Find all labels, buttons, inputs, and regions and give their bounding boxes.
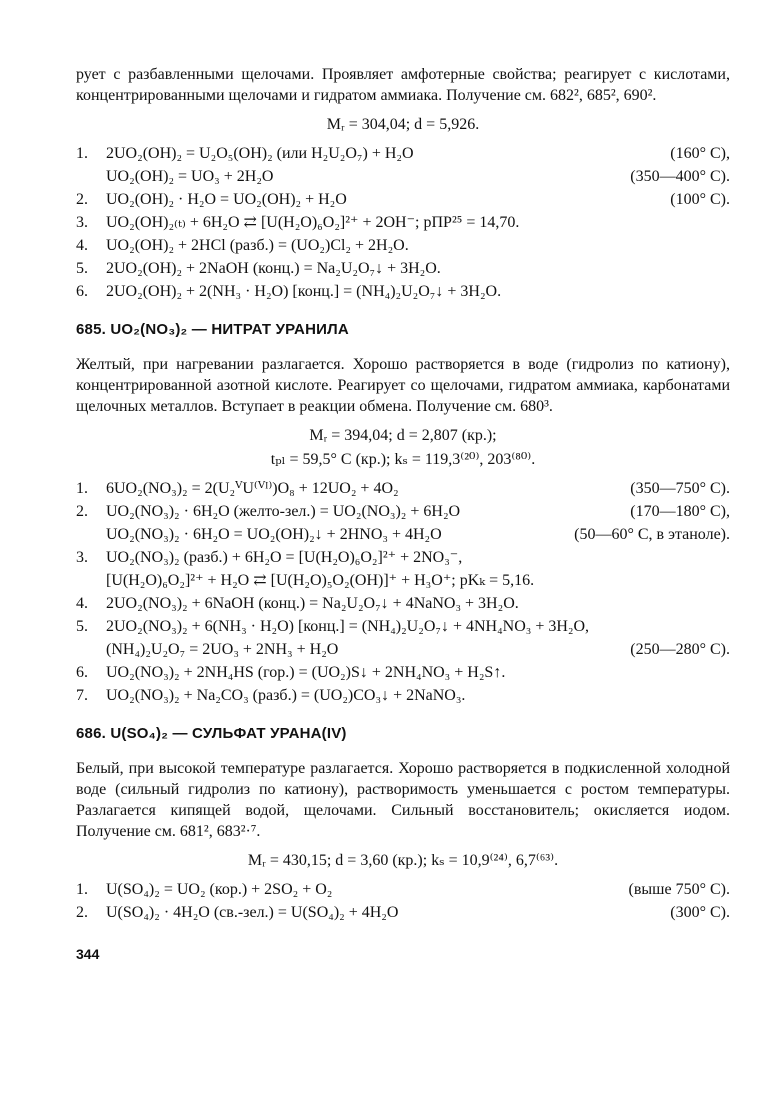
section-685-constants-1: Mᵣ = 394,04; d = 2,807 (кр.);: [309, 427, 497, 444]
reaction-line: 2. UO₂(OH)₂ · H₂O = UO₂(OH)₂ + H₂O (100° C).: [76, 191, 730, 208]
intro-reactions: [76, 142, 730, 303]
section-heading-686: 686. U(SO₄)₂ — СУЛЬФАТ УРАНА(IV): [76, 725, 347, 742]
intro-constants: Mᵣ = 304,04; d = 5,926.: [326, 116, 480, 133]
page-number: 344: [76, 946, 100, 962]
reaction-line: 1. U(SO₄)₂ = UO₂ (кор.) + 2SO₂ + O₂ (выше 750° C).: [76, 881, 730, 898]
intro-paragraph: рует с разбавленными щелочами. Проявляет амфотерные свойства; реагирует с кислотами, концентрированными щелочами и гидратом аммиака. Получение см. 682², 685², 690².: [76, 66, 730, 104]
reaction-line: 6. 2UO₂(OH)₂ + 2(NH₃ · H₂O) [конц.] = (NH₄)₂U₂O₇↓ + 3H₂O.: [76, 283, 502, 300]
reaction-line: 2. U(SO₄)₂ · 4H₂O (св.-зел.) = U(SO₄)₂ + 4H₂O (300° C).: [76, 904, 730, 921]
reaction-line: [U(H₂O)₆O₂]²⁺ + H₂O ⇄ [U(H₂O)₅O₂(OH)]⁺ + H₃O⁺; pKₖ = 5,16.: [106, 572, 535, 589]
section-685-reactions: [76, 477, 730, 707]
reaction-line: 4. 2UO₂(NO₃)₂ + 6NaOH (конц.) = Na₂U₂O₇↓ + 4NaNO₃ + 3H₂O.: [76, 595, 519, 612]
section-686-paragraph: Белый, при высокой температуре разлагается. Хорошо растворяется в подкисленной холодной воде (сильный гидролиз по катиону), растворимость уменьшается с ростом температуры. Разлагается кипящей водой, щелочами. Сильный восстановитель; окисляется иодом. Получение см. 681², 683²·⁷.: [76, 760, 730, 840]
reaction-line: 3. UO₂(NO₃)₂ (разб.) + 6H₂O = [U(H₂O)₆O₂]²⁺ + 2NO₃⁻,: [76, 549, 463, 566]
reaction-line: 5. 2UO₂(NO₃)₂ + 6(NH₃ · H₂O) [конц.] = (NH₄)₂U₂O₇↓ + 4NH₄NO₃ + 3H₂O,: [76, 618, 590, 635]
reaction-line: (NH₄)₂U₂O₇ = 2UO₃ + 2NH₃ + H₂O (250—280° C).: [106, 641, 730, 658]
section-685-constants-2: tₚₗ = 59,5° C (кр.); kₛ = 119,3⁽²⁰⁾, 203⁽⁸⁰⁾.: [270, 451, 536, 468]
reaction-line: 6. UO₂(NO₃)₂ + 2NH₄HS (гор.) = (UO₂)S↓ + 2NH₄NO₃ + H₂S↑.: [76, 664, 506, 681]
reaction-line: UO₂(NO₃)₂ · 6H₂O = UO₂(OH)₂↓ + 2HNO₃ + 4H₂O (50—60° C, в этаноле).: [106, 526, 730, 543]
reaction-line: 1. 2UO₂(OH)₂ = U₂O₅(OH)₂ (или H₂U₂O₇) + H₂O (160° C),: [76, 145, 730, 162]
page-content: [76, 64, 730, 962]
reaction-line: 5. 2UO₂(OH)₂ + 2NaOH (конц.) = Na₂U₂O₇↓ + 3H₂O.: [76, 260, 441, 277]
reaction-line: 2. UO₂(NO₃)₂ · 6H₂O (желто-зел.) = UO₂(NO₃)₂ + 6H₂O (170—180° C),: [76, 503, 730, 520]
reaction-line: 3. UO₂(OH)₂₍ₜ₎ + 6H₂O ⇄ [U(H₂O)₆O₂]²⁺ + 2OH⁻; pПР²⁵ = 14,70.: [76, 214, 520, 231]
section-heading-685: 685. UO₂(NO₃)₂ — НИТРАТ УРАНИЛА: [76, 321, 349, 338]
reaction-line: 1. 6UO₂(NO₃)₂ = 2(U₂ⱽU⁽ⱽᴵ⁾)O₈ + 12UO₂ + 4O₂ (350—750° C).: [76, 480, 730, 497]
reaction-line: 4. UO₂(OH)₂ + 2HCl (разб.) = (UO₂)Cl₂ + 2H₂O.: [76, 237, 409, 254]
section-686-constants: Mᵣ = 430,15; d = 3,60 (кр.); kₛ = 10,9⁽²⁴⁾, 6,7⁽⁶³⁾.: [247, 852, 559, 869]
reaction-line: 7. UO₂(NO₃)₂ + Na₂CO₃ (разб.) = (UO₂)CO₃↓ + 2NaNO₃.: [76, 687, 466, 704]
reaction-line: UO₂(OH)₂ = UO₃ + 2H₂O (350—400° C).: [106, 168, 730, 185]
section-686-reactions: [76, 878, 730, 924]
section-685-paragraph: Желтый, при нагревании разлагается. Хорошо растворяется в воде (гидролиз по катиону), концентрированной азотной кислоте. Реагирует со щелочами, гидратом аммиака, карбонатами щелочных металлов. Вступает в реакции обмена. Получение см. 680³.: [76, 356, 730, 415]
